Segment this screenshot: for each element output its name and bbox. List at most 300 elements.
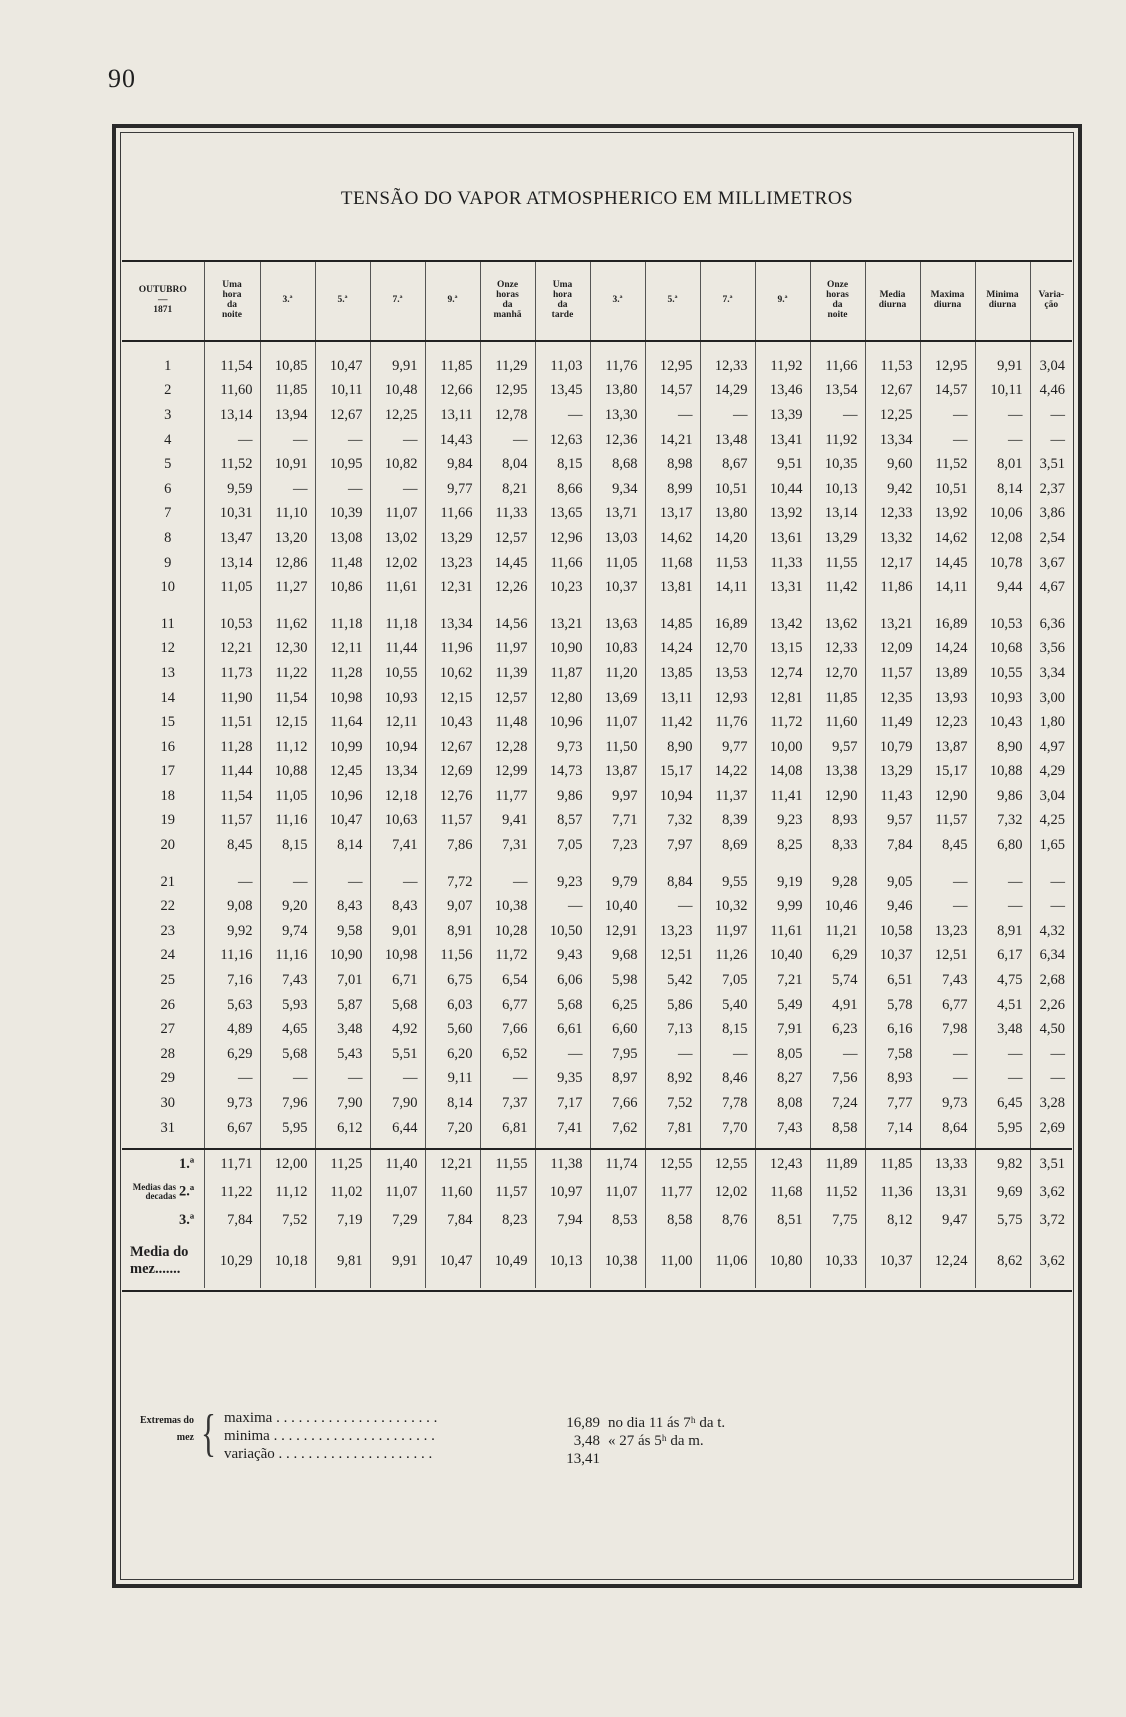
extreme-variation-row bbox=[224, 1446, 600, 1467]
value-cell: 7,19 bbox=[315, 1206, 370, 1234]
day-cell: 10 bbox=[160, 579, 175, 596]
value-cell: 8,46 bbox=[700, 1067, 755, 1092]
value-cell: 13,34 bbox=[370, 760, 425, 785]
value-cell: 7,98 bbox=[920, 1017, 975, 1042]
value-cell: 8,04 bbox=[480, 452, 535, 477]
value-cell: 9,86 bbox=[975, 784, 1030, 809]
value-cell: 8,27 bbox=[755, 1067, 810, 1092]
value-cell: 8,53 bbox=[590, 1206, 645, 1234]
value-cell: 6,71 bbox=[370, 968, 425, 993]
value-cell: 11,85 bbox=[425, 354, 480, 379]
value-cell: 10,85 bbox=[260, 354, 315, 379]
column-header: Onze horas da manhã bbox=[480, 262, 535, 341]
value-cell: 8,21 bbox=[480, 477, 535, 502]
value-cell: 12,30 bbox=[260, 637, 315, 662]
value-cell: 5,42 bbox=[645, 968, 700, 993]
value-cell: 4,75 bbox=[975, 968, 1030, 993]
spacer-row bbox=[122, 858, 1072, 870]
value-cell: 8,43 bbox=[370, 894, 425, 919]
value-cell: 8,14 bbox=[425, 1091, 480, 1116]
value-cell: 13,42 bbox=[755, 612, 810, 637]
value-cell: 10,31 bbox=[204, 502, 260, 527]
value-cell: 5,95 bbox=[260, 1116, 315, 1141]
value-cell: 13,81 bbox=[645, 575, 700, 600]
value-cell: 9,91 bbox=[370, 354, 425, 379]
value-cell: 11,60 bbox=[810, 710, 865, 735]
value-cell: 13,53 bbox=[700, 661, 755, 686]
value-cell: 3,48 bbox=[315, 1017, 370, 1042]
spacer-row bbox=[122, 600, 1072, 612]
value-cell: 6,77 bbox=[480, 993, 535, 1018]
value-cell: 12,95 bbox=[645, 354, 700, 379]
value-cell: 9,73 bbox=[535, 735, 590, 760]
value-cell: 6,20 bbox=[425, 1042, 480, 1067]
value-cell: 3,34 bbox=[1030, 661, 1072, 686]
value-cell: 10,62 bbox=[425, 661, 480, 686]
value-cell: 11,57 bbox=[425, 809, 480, 834]
column-header: Maxima diurna bbox=[920, 262, 975, 341]
extremes-label: Extremas do mez bbox=[140, 1415, 194, 1443]
month-mean-value: 12,24 bbox=[920, 1234, 975, 1288]
value-cell: 7,56 bbox=[810, 1067, 865, 1092]
value-cell: 10,00 bbox=[755, 735, 810, 760]
value-cell: 11,68 bbox=[645, 551, 700, 576]
value-cell: 9,99 bbox=[755, 894, 810, 919]
value-cell: 6,44 bbox=[370, 1116, 425, 1141]
value-cell: 9,43 bbox=[535, 944, 590, 969]
spacer-cell bbox=[755, 1140, 810, 1149]
value-cell: 11,85 bbox=[810, 686, 865, 711]
value-cell: 10,32 bbox=[700, 894, 755, 919]
value-cell: 6,36 bbox=[1030, 612, 1072, 637]
value-cell: 14,20 bbox=[700, 526, 755, 551]
month-mean-value: 11,00 bbox=[645, 1234, 700, 1288]
value-cell: 3,00 bbox=[1030, 686, 1072, 711]
value-cell: — bbox=[810, 403, 865, 428]
value-cell: 3,04 bbox=[1030, 784, 1072, 809]
value-cell: 12,15 bbox=[260, 710, 315, 735]
value-cell: 12,02 bbox=[700, 1178, 755, 1206]
value-cell: 11,57 bbox=[865, 661, 920, 686]
value-cell: 10,96 bbox=[315, 784, 370, 809]
value-cell: 11,76 bbox=[700, 710, 755, 735]
value-cell: 12,51 bbox=[645, 944, 700, 969]
value-cell: 11,71 bbox=[204, 1149, 260, 1178]
day-row bbox=[122, 1091, 1072, 1116]
value-cell: — bbox=[260, 870, 315, 895]
value-cell: 13,61 bbox=[755, 526, 810, 551]
value-cell: 14,24 bbox=[920, 637, 975, 662]
value-cell: 9,23 bbox=[755, 809, 810, 834]
value-cell: 8,45 bbox=[204, 833, 260, 858]
day-row bbox=[122, 833, 1072, 858]
value-cell: 10,90 bbox=[315, 944, 370, 969]
month-mean-value: 10,13 bbox=[535, 1234, 590, 1288]
value-cell: 10,37 bbox=[865, 944, 920, 969]
value-cell: 12,76 bbox=[425, 784, 480, 809]
spacer-cell bbox=[260, 858, 315, 870]
value-cell: 12,43 bbox=[755, 1149, 810, 1178]
value-cell: 7,43 bbox=[755, 1116, 810, 1141]
value-cell: 5,87 bbox=[315, 993, 370, 1018]
spacer-cell bbox=[645, 341, 700, 354]
value-cell: 5,68 bbox=[260, 1042, 315, 1067]
day-row bbox=[122, 1067, 1072, 1092]
day-cell: 20 bbox=[160, 837, 175, 854]
value-cell: 8,15 bbox=[700, 1017, 755, 1042]
value-cell: 9,92 bbox=[204, 919, 260, 944]
value-cell: 4,91 bbox=[810, 993, 865, 1018]
value-cell: 6,29 bbox=[204, 1042, 260, 1067]
value-cell: 12,36 bbox=[590, 428, 645, 453]
extreme-max-value: 16,89 bbox=[566, 1415, 600, 1431]
value-cell: 11,07 bbox=[370, 1178, 425, 1206]
table-title: TENSÃO DO VAPOR ATMOSPHERICO EM MILLIMETROS bbox=[340, 188, 854, 209]
day-row bbox=[122, 944, 1072, 969]
spacer-cell bbox=[204, 1140, 260, 1149]
value-cell: 2,37 bbox=[1030, 477, 1072, 502]
value-cell: 10,55 bbox=[975, 661, 1030, 686]
value-cell: 10,50 bbox=[535, 919, 590, 944]
value-cell: 9,68 bbox=[590, 944, 645, 969]
spacer-cell bbox=[975, 600, 1030, 612]
value-cell: 8,57 bbox=[535, 809, 590, 834]
spacer-cell bbox=[975, 858, 1030, 870]
value-cell: 4,97 bbox=[1030, 735, 1072, 760]
value-cell: 2,68 bbox=[1030, 968, 1072, 993]
day-cell: 31 bbox=[160, 1119, 175, 1136]
value-cell: 5,60 bbox=[425, 1017, 480, 1042]
day-row bbox=[122, 1116, 1072, 1141]
value-cell: 5,51 bbox=[370, 1042, 425, 1067]
month-mean-value: 9,81 bbox=[315, 1234, 370, 1288]
spacer-cell bbox=[535, 858, 590, 870]
value-cell: 13,29 bbox=[425, 526, 480, 551]
table-body bbox=[122, 341, 1072, 1288]
value-cell: 15,17 bbox=[645, 760, 700, 785]
value-cell: 7,72 bbox=[425, 870, 480, 895]
value-cell: 7,91 bbox=[755, 1017, 810, 1042]
value-cell: 1,80 bbox=[1030, 710, 1072, 735]
value-cell: 8,08 bbox=[755, 1091, 810, 1116]
spacer-cell bbox=[590, 341, 645, 354]
value-cell: 7,58 bbox=[865, 1042, 920, 1067]
value-cell: — bbox=[700, 1042, 755, 1067]
day-cell: 4 bbox=[164, 431, 172, 448]
value-cell: — bbox=[480, 1067, 535, 1092]
value-cell: 10,79 bbox=[865, 735, 920, 760]
value-cell: 6,80 bbox=[975, 833, 1030, 858]
value-cell: 8,51 bbox=[755, 1206, 810, 1234]
day-cell: 13 bbox=[160, 664, 175, 681]
spacer-cell bbox=[810, 858, 865, 870]
value-cell: 11,52 bbox=[204, 452, 260, 477]
value-cell: 11,87 bbox=[535, 661, 590, 686]
value-cell: 16,89 bbox=[700, 612, 755, 637]
value-cell: 6,75 bbox=[425, 968, 480, 993]
value-cell: 3,62 bbox=[1030, 1178, 1072, 1206]
value-cell: 7,81 bbox=[645, 1116, 700, 1141]
value-cell: 9,97 bbox=[590, 784, 645, 809]
value-cell: 9,51 bbox=[755, 452, 810, 477]
value-cell: 7,86 bbox=[425, 833, 480, 858]
value-cell: 11,28 bbox=[315, 661, 370, 686]
spacer-cell bbox=[700, 341, 755, 354]
spacer-cell bbox=[370, 600, 425, 612]
value-cell: 12,91 bbox=[590, 919, 645, 944]
extreme-min-note: « 27 ás 5ʰ da m. bbox=[608, 1433, 704, 1449]
value-cell: — bbox=[920, 428, 975, 453]
value-cell: 7,52 bbox=[260, 1206, 315, 1234]
value-cell: 14,11 bbox=[700, 575, 755, 600]
value-cell: 10,47 bbox=[315, 809, 370, 834]
value-cell: 12,95 bbox=[920, 354, 975, 379]
day-cell: 3 bbox=[164, 406, 172, 423]
value-cell: 12,18 bbox=[370, 784, 425, 809]
value-cell: 13,17 bbox=[645, 502, 700, 527]
value-cell: — bbox=[920, 870, 975, 895]
value-cell: 8,66 bbox=[535, 477, 590, 502]
spacer-cell bbox=[645, 858, 700, 870]
value-cell: 5,68 bbox=[370, 993, 425, 1018]
value-cell: — bbox=[480, 870, 535, 895]
value-cell: 13,20 bbox=[260, 526, 315, 551]
day-cell: 25 bbox=[160, 972, 175, 989]
spacer-cell bbox=[810, 1140, 865, 1149]
value-cell: — bbox=[1030, 428, 1072, 453]
value-cell: 10,53 bbox=[204, 612, 260, 637]
value-cell: 11,20 bbox=[590, 661, 645, 686]
value-cell: 11,61 bbox=[755, 919, 810, 944]
value-cell: 11,55 bbox=[480, 1149, 535, 1178]
spacer-cell bbox=[122, 858, 204, 870]
value-cell: 11,41 bbox=[755, 784, 810, 809]
value-cell: — bbox=[260, 477, 315, 502]
value-cell: 14,24 bbox=[645, 637, 700, 662]
value-cell: 12,74 bbox=[755, 661, 810, 686]
value-cell: 10,68 bbox=[975, 637, 1030, 662]
spacer-cell bbox=[1030, 858, 1072, 870]
value-cell: 11,22 bbox=[204, 1178, 260, 1206]
day-row bbox=[122, 354, 1072, 379]
value-cell: 11,07 bbox=[590, 1178, 645, 1206]
spacer-cell bbox=[535, 600, 590, 612]
decade-mean-row bbox=[122, 1149, 1072, 1178]
value-cell: 10,99 bbox=[315, 735, 370, 760]
value-cell: 11,42 bbox=[645, 710, 700, 735]
value-cell: — bbox=[975, 403, 1030, 428]
day-cell: 17 bbox=[160, 763, 175, 780]
value-cell: 16,89 bbox=[920, 612, 975, 637]
value-cell: 9,79 bbox=[590, 870, 645, 895]
spacer-cell bbox=[755, 341, 810, 354]
month-mean-value: 10,47 bbox=[425, 1234, 480, 1288]
value-cell: 7,62 bbox=[590, 1116, 645, 1141]
spacer-cell bbox=[1030, 600, 1072, 612]
value-cell: 4,65 bbox=[260, 1017, 315, 1042]
value-cell: 11,29 bbox=[480, 354, 535, 379]
value-cell: 8,91 bbox=[425, 919, 480, 944]
value-cell: — bbox=[1030, 1067, 1072, 1092]
value-cell: 4,32 bbox=[1030, 919, 1072, 944]
value-cell: 6,03 bbox=[425, 993, 480, 1018]
month-mean-label: Media do mez....... bbox=[130, 1244, 189, 1278]
value-cell: 13,39 bbox=[755, 403, 810, 428]
value-cell: 12,00 bbox=[260, 1149, 315, 1178]
value-cell: 11,18 bbox=[370, 612, 425, 637]
value-cell: 11,85 bbox=[865, 1149, 920, 1178]
page-number: 90 bbox=[108, 64, 136, 93]
value-cell: 12,45 bbox=[315, 760, 370, 785]
value-cell: 10,90 bbox=[535, 637, 590, 662]
spacer-cell bbox=[1030, 1140, 1072, 1149]
value-cell: 14,22 bbox=[700, 760, 755, 785]
value-cell: — bbox=[645, 1042, 700, 1067]
value-cell: 12,33 bbox=[700, 354, 755, 379]
value-cell: 13,85 bbox=[645, 661, 700, 686]
value-cell: 12,66 bbox=[425, 379, 480, 404]
value-cell: 6,77 bbox=[920, 993, 975, 1018]
value-cell: 7,05 bbox=[535, 833, 590, 858]
value-cell: 7,97 bbox=[645, 833, 700, 858]
value-cell: 10,51 bbox=[700, 477, 755, 502]
value-cell: — bbox=[975, 1042, 1030, 1067]
value-cell: 6,16 bbox=[865, 1017, 920, 1042]
value-cell: 13,33 bbox=[920, 1149, 975, 1178]
value-cell: 8,97 bbox=[590, 1067, 645, 1092]
spacer-cell bbox=[975, 341, 1030, 354]
value-cell: 11,21 bbox=[810, 919, 865, 944]
value-cell: 13,34 bbox=[865, 428, 920, 453]
day-cell: 15 bbox=[160, 714, 175, 731]
day-row bbox=[122, 919, 1072, 944]
value-cell: 9,34 bbox=[590, 477, 645, 502]
column-header: 5.ª bbox=[315, 262, 370, 341]
value-cell: 4,89 bbox=[204, 1017, 260, 1042]
day-cell: 9 bbox=[164, 554, 172, 571]
value-cell: 2,69 bbox=[1030, 1116, 1072, 1141]
value-cell: 11,85 bbox=[260, 379, 315, 404]
value-cell: 14,62 bbox=[645, 526, 700, 551]
value-cell: 7,77 bbox=[865, 1091, 920, 1116]
value-cell: 11,33 bbox=[755, 551, 810, 576]
spacer-cell bbox=[370, 341, 425, 354]
value-cell: 13,48 bbox=[700, 428, 755, 453]
value-cell: 3,28 bbox=[1030, 1091, 1072, 1116]
value-cell: 9,28 bbox=[810, 870, 865, 895]
value-cell: 7,41 bbox=[535, 1116, 590, 1141]
value-cell: 8,39 bbox=[700, 809, 755, 834]
value-cell: 13,80 bbox=[700, 502, 755, 527]
value-cell: 11,03 bbox=[535, 354, 590, 379]
value-cell: 13,23 bbox=[920, 919, 975, 944]
value-cell: 11,33 bbox=[480, 502, 535, 527]
day-cell: 16 bbox=[160, 738, 175, 755]
value-cell: 13,03 bbox=[590, 526, 645, 551]
value-cell: 11,68 bbox=[755, 1178, 810, 1206]
value-cell: 10,53 bbox=[975, 612, 1030, 637]
value-cell: 11,96 bbox=[425, 637, 480, 662]
value-cell: 8,25 bbox=[755, 833, 810, 858]
value-cell: 10,23 bbox=[535, 575, 590, 600]
spacer-cell bbox=[315, 600, 370, 612]
value-cell: 11,16 bbox=[260, 944, 315, 969]
value-cell: 6,81 bbox=[480, 1116, 535, 1141]
value-cell: 13,45 bbox=[535, 379, 590, 404]
value-cell: 12,15 bbox=[425, 686, 480, 711]
value-cell: 10,88 bbox=[260, 760, 315, 785]
value-cell: — bbox=[535, 1042, 590, 1067]
value-cell: 9,44 bbox=[975, 575, 1030, 600]
value-cell: — bbox=[975, 894, 1030, 919]
value-cell: 9,84 bbox=[425, 452, 480, 477]
value-cell: 13,15 bbox=[755, 637, 810, 662]
value-cell: 6,52 bbox=[480, 1042, 535, 1067]
spacer-cell bbox=[700, 600, 755, 612]
value-cell: 11,07 bbox=[590, 710, 645, 735]
value-cell: 10,40 bbox=[590, 894, 645, 919]
value-cell: 6,12 bbox=[315, 1116, 370, 1141]
value-cell: 13,89 bbox=[920, 661, 975, 686]
spacer-cell bbox=[810, 600, 865, 612]
value-cell: 13,38 bbox=[810, 760, 865, 785]
value-cell: 7,43 bbox=[920, 968, 975, 993]
value-cell: 14,73 bbox=[535, 760, 590, 785]
value-cell: 11,97 bbox=[700, 919, 755, 944]
day-row bbox=[122, 379, 1072, 404]
value-cell: 11,18 bbox=[315, 612, 370, 637]
value-cell: 8,45 bbox=[920, 833, 975, 858]
value-cell: 9,73 bbox=[204, 1091, 260, 1116]
extreme-max-label: maxima . . . . . . . . . . . . . . . . . . . . . . bbox=[224, 1410, 438, 1426]
spacer-cell bbox=[260, 341, 315, 354]
value-cell: 10,88 bbox=[975, 760, 1030, 785]
value-cell: 9,57 bbox=[810, 735, 865, 760]
value-cell: 11,92 bbox=[755, 354, 810, 379]
value-cell: 11,26 bbox=[700, 944, 755, 969]
value-cell: 11,72 bbox=[755, 710, 810, 735]
value-cell: 9,74 bbox=[260, 919, 315, 944]
day-cell: 7 bbox=[164, 505, 172, 522]
value-cell: 3,04 bbox=[1030, 354, 1072, 379]
value-cell: 10,51 bbox=[920, 477, 975, 502]
value-cell: — bbox=[920, 403, 975, 428]
value-cell: — bbox=[1030, 870, 1072, 895]
value-cell: 9,57 bbox=[865, 809, 920, 834]
value-cell: 8,58 bbox=[810, 1116, 865, 1141]
value-cell: 13,21 bbox=[865, 612, 920, 637]
value-cell: — bbox=[315, 428, 370, 453]
value-cell: 12,25 bbox=[865, 403, 920, 428]
value-cell: 11,50 bbox=[590, 735, 645, 760]
value-cell: 7,05 bbox=[700, 968, 755, 993]
value-cell: 12,02 bbox=[370, 551, 425, 576]
value-cell: 13,08 bbox=[315, 526, 370, 551]
value-cell: 4,50 bbox=[1030, 1017, 1072, 1042]
day-row bbox=[122, 686, 1072, 711]
value-cell: 11,36 bbox=[865, 1178, 920, 1206]
value-cell: 11,57 bbox=[920, 809, 975, 834]
column-header: Minima diurna bbox=[975, 262, 1030, 341]
value-cell: 15,17 bbox=[920, 760, 975, 785]
day-cell: 19 bbox=[160, 812, 175, 829]
value-cell: 11,92 bbox=[810, 428, 865, 453]
day-cell: 1 bbox=[164, 357, 172, 374]
value-cell: 7,52 bbox=[645, 1091, 700, 1116]
value-cell: 11,52 bbox=[810, 1178, 865, 1206]
value-cell: 9,35 bbox=[535, 1067, 590, 1092]
spacer-cell bbox=[480, 600, 535, 612]
